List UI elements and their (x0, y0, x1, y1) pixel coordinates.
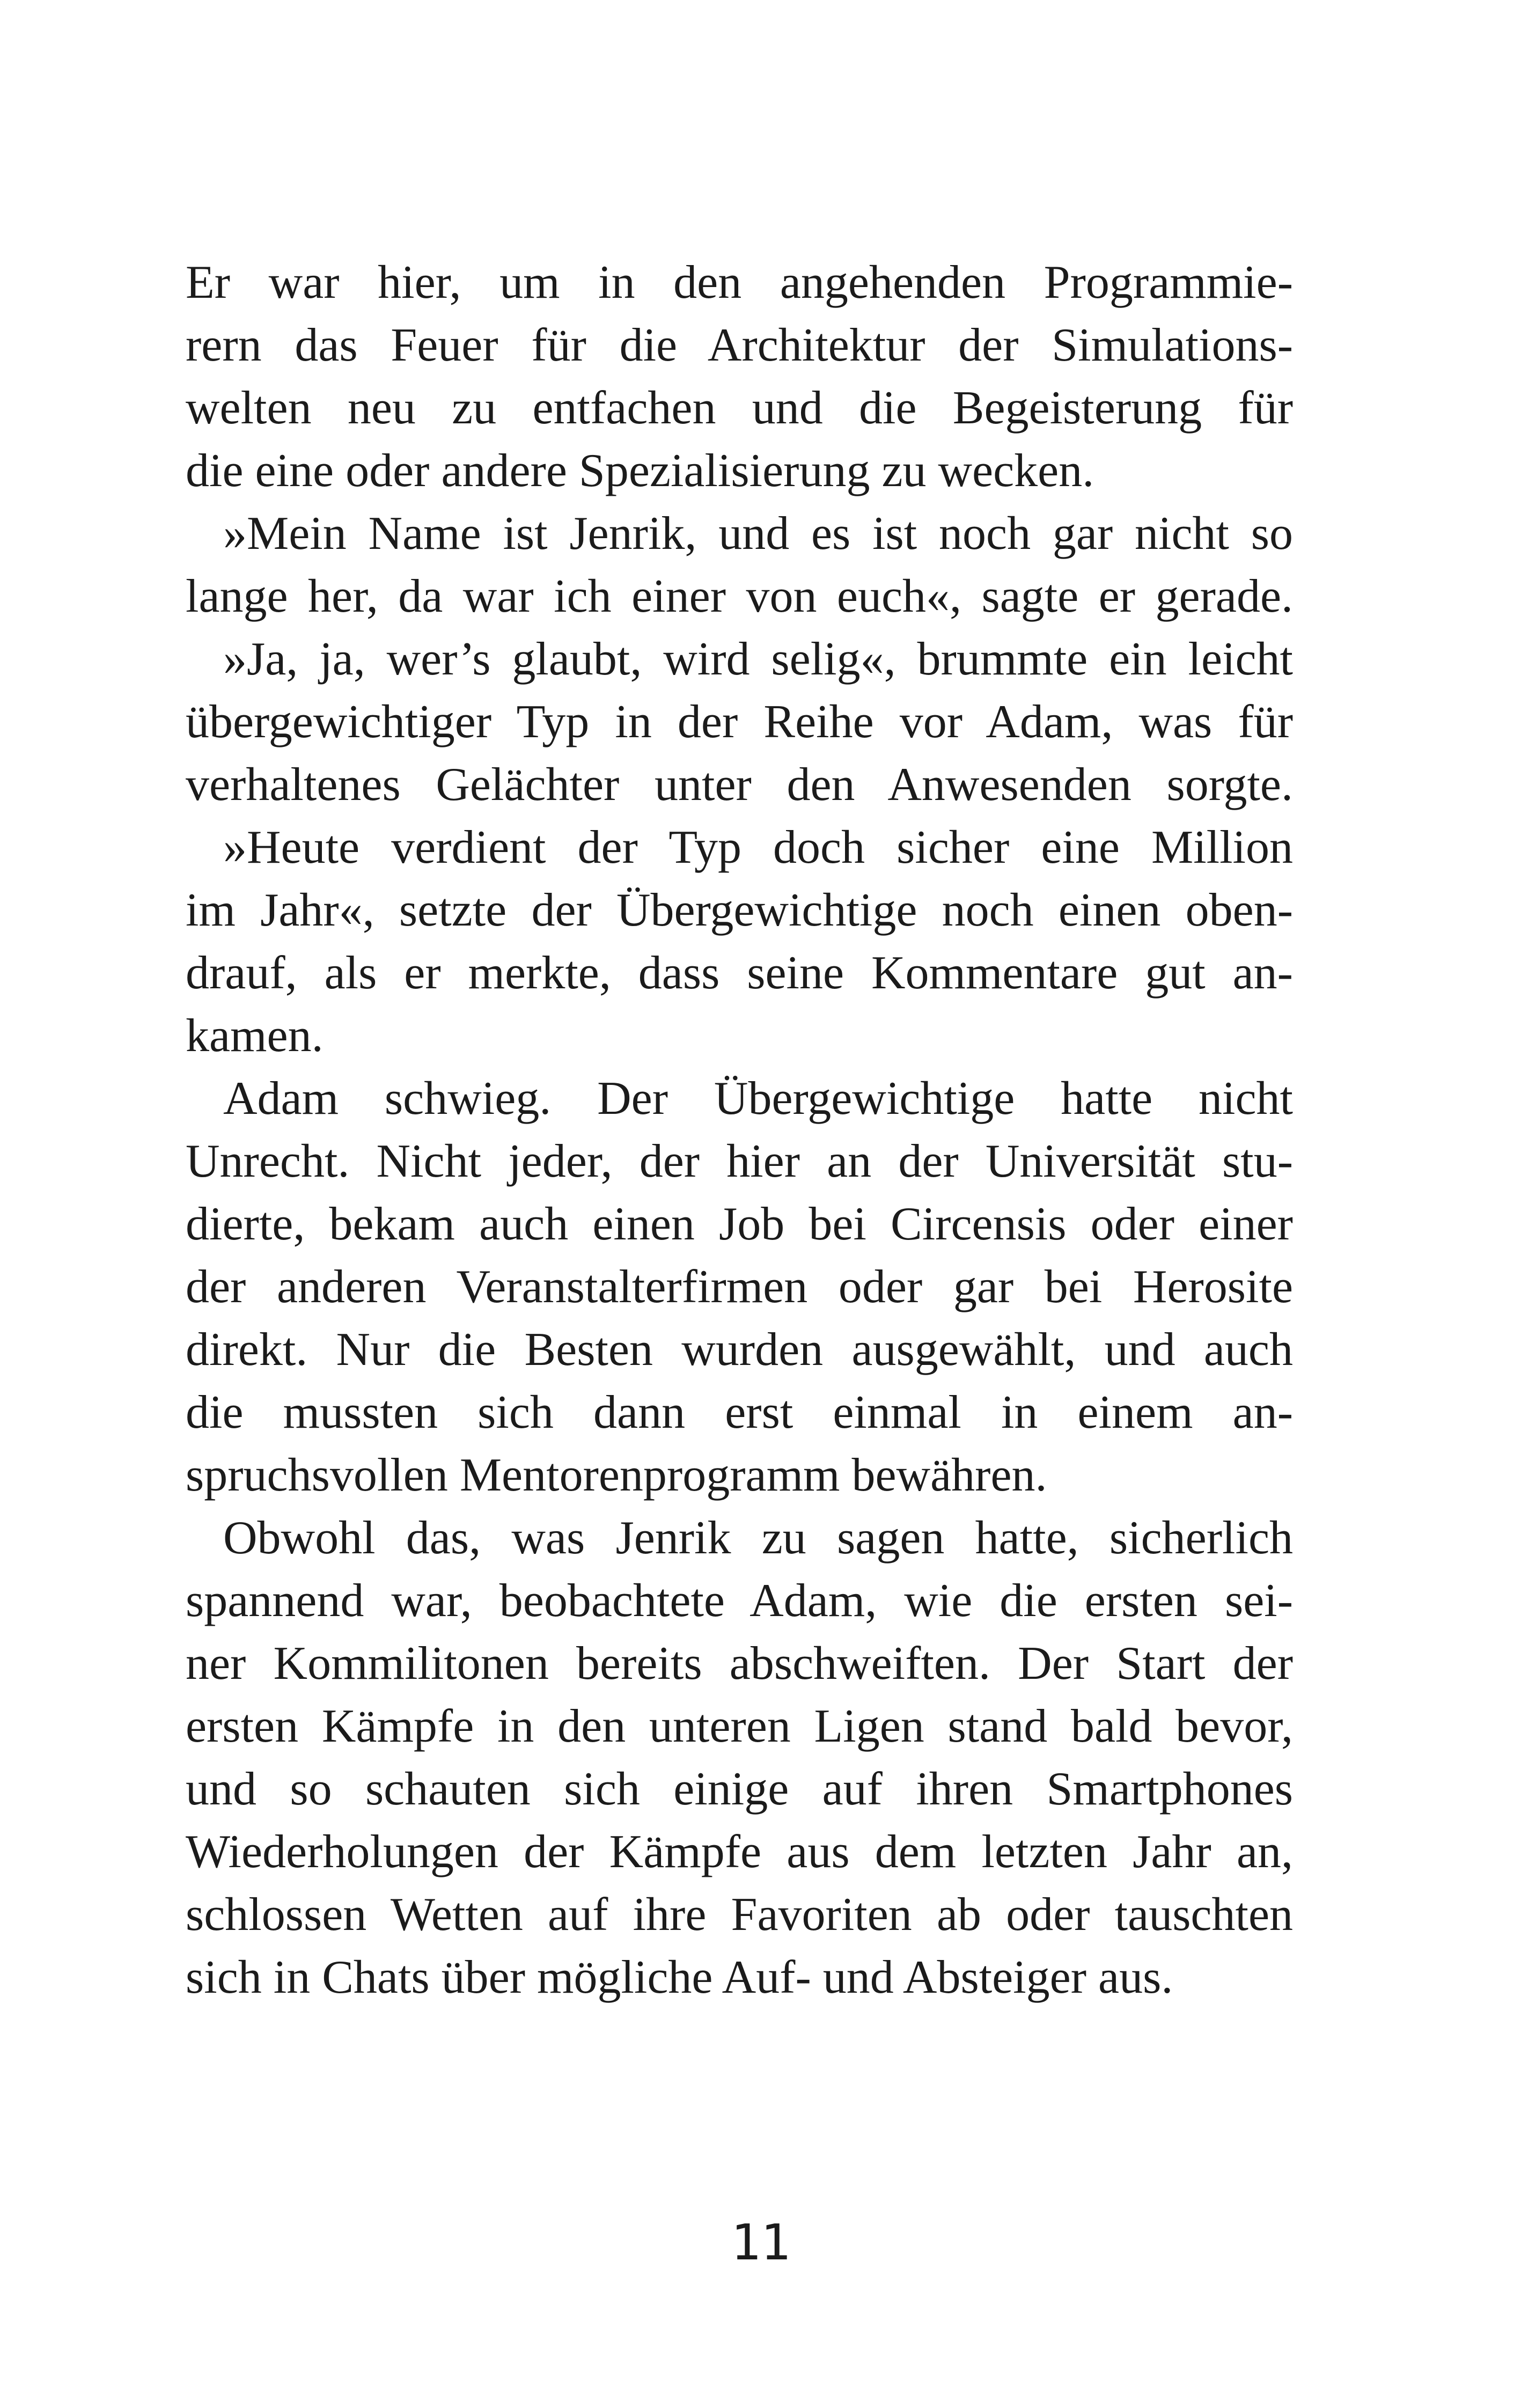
text-line: »Heute verdient der Typ doch sicher eine Million (223, 821, 1293, 873)
text-line: »Ja, ja, wer’s glaubt, wird selig«, brummte ein leicht (223, 633, 1293, 685)
text-line: direkt. Nur die Besten wurden ausgewählt, und auch (186, 1324, 1293, 1376)
text-line: spannend war, beobachtete Adam, wie die ersten sei- (186, 1575, 1293, 1627)
paragraph (186, 1067, 1293, 1507)
text-line: »Mein Name ist Jenrik, und es ist noch gar nicht so (223, 508, 1293, 560)
text-line: Er war hier, um in den angehenden Programmie- (186, 256, 1293, 309)
text-line: und so schauten sich einige auf ihren Smartphones (186, 1763, 1293, 1815)
text-line: spruchsvollen Mentorenprogramm bewähren. (186, 1449, 1047, 1501)
text-line: die mussten sich dann erst einmal in einem an- (186, 1386, 1293, 1438)
page-number: 11 (731, 2214, 790, 2271)
text-line: lange her, da war ich einer von euch«, sagte er gerade. (186, 570, 1293, 622)
text-line: übergewichtiger Typ in der Reihe vor Adam, was für (186, 696, 1293, 748)
text-line: im Jahr«, setzte der Übergewichtige noch einen oben- (186, 884, 1293, 936)
paragraph (186, 251, 1293, 502)
text-line: kamen. (186, 1010, 324, 1062)
paragraph (186, 1507, 1293, 2009)
text-line: die eine oder andere Spezialisierung zu wecken. (186, 445, 1094, 497)
text-line: drauf, als er merkte, dass seine Kommentare gut an- (186, 947, 1293, 999)
paragraph (186, 816, 1293, 1067)
paragraph (186, 628, 1293, 816)
text-line: Wiederholungen der Kämpfe aus dem letzten Jahr an, (186, 1826, 1293, 1878)
text-line: rern das Feuer für die Architektur der Simulations- (186, 319, 1293, 371)
text-line: Adam schwieg. Der Übergewichtige hatte nicht (223, 1073, 1293, 1125)
text-line: welten neu zu entfachen und die Begeisterung für (186, 382, 1293, 434)
text-line: verhaltenes Gelächter unter den Anwesenden sorgte. (186, 759, 1293, 811)
paragraph (186, 502, 1293, 628)
text-line: schlossen Wetten auf ihre Favoriten ab oder tauschten (186, 1889, 1293, 1941)
text-line: sich in Chats über mögliche Auf- und Absteiger aus. (186, 1951, 1173, 2003)
text-line: ersten Kämpfe in den unteren Ligen stand bald bevor, (186, 1700, 1293, 1752)
text-line: Obwohl das, was Jenrik zu sagen hatte, sicherlich (223, 1512, 1293, 1564)
text-line: ner Kommilitonen bereits abschweiften. Der Start der (186, 1638, 1293, 1690)
body-text (186, 251, 1293, 2009)
text-line: der anderen Veranstalterfirmen oder gar bei Herosite (186, 1261, 1293, 1313)
text-line: Unrecht. Nicht jeder, der hier an der Universität stu- (186, 1135, 1293, 1187)
text-line: dierte, bekam auch einen Job bei Circensis oder einer (186, 1198, 1293, 1250)
